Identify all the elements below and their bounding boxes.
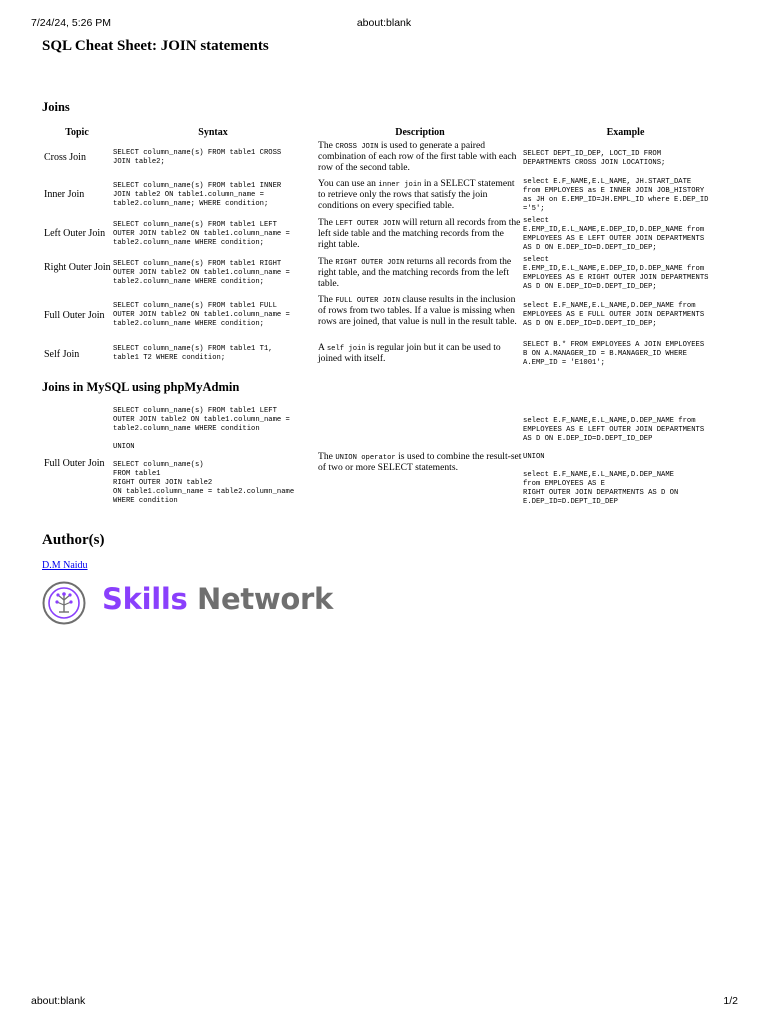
row-example: select E.F_NAME,E.L_NAME, JH.START_DATE from EMPLOYEES as E INNER JOIN JOB_HISTORY as JH on E.EMP_ID=JH.EMPL_ID where E.DEP_ID ='5';: [523, 178, 709, 213]
row-example: select E.F_NAME,E.L_NAME,D.DEP_NAME from EMPLOYEES AS E FULL OUTER JOIN DEPARTMENTS AS D ON E.DEP_ID=D.DEPT_ID_DEP;: [523, 302, 705, 328]
print-header: [0, 17, 768, 31]
row-topic: Inner Join: [44, 189, 85, 200]
column-header-description: Description: [395, 127, 445, 138]
column-header-topic: Topic: [65, 127, 89, 138]
print-url: about:blank: [356, 17, 412, 29]
row-syntax: SELECT column_name(s) FROM table1 CROSS JOIN table2;: [113, 149, 282, 166]
print-date: 7/24/24, 5:26 PM: [31, 17, 111, 29]
row-syntax: SELECT column_name(s) FROM table1 LEFT OUTER JOIN table2 ON table1.column_name = table2.column_name WHERE condition UNION SELECT column_name(s) FROM table1 RIGHT OUTER JOIN table2 ON table1.column_name = table2.column_name WHERE condition: [113, 407, 295, 505]
row-syntax: SELECT column_name(s) FROM table1 RIGHT OUTER JOIN table2 ON table1.column_name = table2.column_name WHERE condition;: [113, 260, 290, 286]
column-header-example: Example: [606, 127, 645, 138]
row-example: select E.EMP_ID,E.L_NAME,E.DEP_ID,D.DEP_NAME from EMPLOYEES AS E LEFT OUTER JOIN DEPARTMENTS AS D ON E.DEP_ID=D.DEPT_ID_DEP;: [523, 217, 705, 252]
row-example: select E.EMP_ID,E.L_NAME,E.DEP_ID,D.DEP_NAME from EMPLOYEES AS E RIGHT OUTER JOIN DEPARTMENTS AS D ON E.DEP_ID=D.DEPT_ID_DEP;: [523, 256, 709, 291]
row-example: SELECT B.* FROM EMPLOYEES A JOIN EMPLOYEES B ON A.MANAGER_ID = B.MANAGER_ID WHERE A.EMP_ID = 'E1001';: [523, 341, 705, 367]
row-topic: Full Outer Join: [44, 458, 105, 469]
logo-word-skills: Skills: [102, 582, 188, 616]
row-topic: Right Outer Join: [44, 262, 111, 273]
row-topic: Left Outer Join: [44, 228, 106, 239]
row-example: SELECT DEPT_ID_DEP, LOCT_ID FROM DEPARTMENTS CROSS JOIN LOCATIONS;: [523, 150, 666, 167]
row-example: select E.F_NAME,E.L_NAME,D.DEP_NAME from EMPLOYEES AS E LEFT OUTER JOIN DEPARTMENTS AS D ON E.DEP_ID=D.DEPT_ID_DEP UNION select E.F_NAME,E.L_NAME,D.DEP_NAME from EMPLOYEES AS E RIGHT OUTER JOIN DEPARTMENTS AS D ON E.DEP_ID=D.DEPT_ID_DEP: [523, 417, 705, 506]
row-description: The CROSS JOIN is used to generate a paired combination of each row of the first table with each row of the second table.: [318, 140, 517, 173]
row-description: The UNION operator is used to combine the result-set of two or more SELECT statements.: [318, 451, 522, 474]
mysql-heading: Joins in MySQL using phpMyAdmin: [42, 380, 240, 394]
column-header-syntax: Syntax: [198, 127, 228, 138]
author-heading: Author(s): [42, 532, 105, 548]
row-description: The LEFT OUTER JOIN will return all records from the left side table and the matching records from the right table.: [318, 217, 521, 250]
row-syntax: SELECT column_name(s) FROM table1 INNER JOIN table2 ON table1.column_name = table2.column_name; WHERE condition;: [113, 182, 282, 208]
page-number: 1/2: [723, 995, 738, 1007]
page-title: SQL Cheat Sheet: JOIN statements: [42, 38, 269, 54]
row-description: The FULL OUTER JOIN clause results in the inclusion of rows from two tables. If a value is missing when rows are joined, that value is null in the result table.: [318, 294, 517, 327]
row-syntax: SELECT column_name(s) FROM table1 LEFT OUTER JOIN table2 ON table1.column_name = table2.column_name WHERE condition;: [113, 221, 290, 247]
row-topic: Full Outer Join: [44, 310, 105, 321]
row-description: A self join is regular join but it can be used to joined with itself.: [318, 342, 501, 365]
joins-heading: Joins: [42, 100, 70, 114]
logo-word-network: Network: [197, 582, 334, 616]
author-link[interactable]: D.M Naidu: [42, 560, 88, 571]
row-description: You can use an inner join in a SELECT statement to retrieve only the rows that satisfy the join conditions on every specified table.: [318, 178, 515, 211]
row-syntax: SELECT column_name(s) FROM table1 T1, table1 T2 WHERE condition;: [113, 345, 273, 362]
footer-url: about:blank: [31, 995, 86, 1007]
row-description: The RIGHT OUTER JOIN returns all records from the right table, and the matching records from the left table.: [318, 256, 512, 289]
skills-network-logo: [42, 580, 332, 626]
network-tree-icon: [42, 581, 86, 625]
row-topic: Cross Join: [44, 152, 86, 163]
row-topic: Self Join: [44, 349, 80, 360]
row-syntax: SELECT column_name(s) FROM table1 FULL OUTER JOIN table2 ON table1.column_name = table2.column_name WHERE condition;: [113, 302, 290, 328]
